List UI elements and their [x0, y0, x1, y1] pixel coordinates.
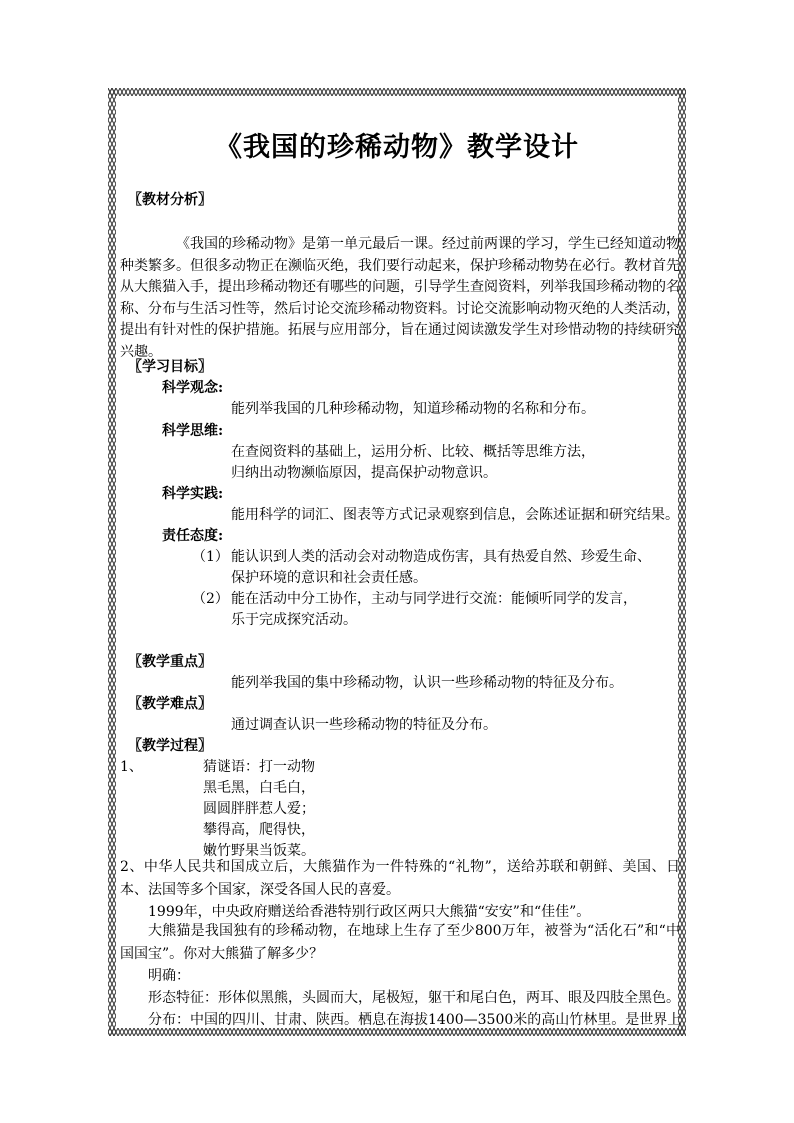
riddle-line: 黑毛黑，白毛白，: [203, 780, 315, 796]
thinking-line1: 在查阅资料的基础上，运用分析、比较、概括等思维方法，: [231, 444, 595, 460]
analysis-paragraph: [120, 234, 680, 363]
difficulty-heading: 〖教学难点〗: [128, 696, 212, 712]
analysis-heading: 〖教材分析〗: [128, 192, 212, 208]
item2-line1: 能在活动中分工协作，主动与同学进行交流：能倾听同学的发言，: [231, 591, 637, 607]
gift-paragraph: 2、中华人民共和国成立后，大熊猫作为一件特殊的“礼物”，送给苏联和朝鲜、美国、日本、法国等多个国家，深受各国人民的喜爱。: [120, 859, 680, 898]
item1-line2: 保护环境的意识和社会责任感。: [231, 570, 427, 586]
page-title: 《我国的珍稀动物》教学设计: [215, 132, 579, 163]
riddle-line: 嫩竹野果当饭菜。: [203, 843, 315, 859]
concept-text: 能列举我国的几种珍稀动物，知道珍稀动物的名称和分布。: [231, 401, 595, 417]
hongkong-paragraph: 1999年，中央政府赠送给香港特别行政区两只大熊猫“安安”和“佳佳”。: [148, 904, 591, 920]
attitude-label: 责任态度:: [162, 528, 224, 544]
concept-label: 科学观念:: [162, 380, 224, 396]
analysis-text: 《我国的珍稀动物》是第一单元最后一课。经过前两课的学习，学生已经知道动物种类繁多。但很多动物正在濒临灭绝，我们要行动起来，保护珍稀动物势在必行。教材首先从大熊猫入手，提出珍稀动物还有哪些的问题，引导学生查阅资料，列举我国珍稀动物的名称、分布与生活习性等，然后讨论交流珍稀动物资料。讨论交流影响动物灭绝的人类活动，提出有针对性的保护措施。拓展与应用部分，旨在通过阅读激发学生对珍惜动物的持续研究兴趣。: [120, 236, 680, 360]
panda-paragraph: 大熊猫是我国独有的珍稀动物，在地球上生存了至少800万年，被誉为“活化石”和“中国国宝”。你对大熊猫了解多少？: [120, 923, 680, 962]
distribution-text: 分布：中国的四川、甘肃、陕西。栖息在海拔1400—3500米的高山竹林里。是世界上: [148, 1012, 682, 1028]
difficulty-text: 通过调查认识一些珍稀动物的特征及分布。: [231, 717, 497, 733]
key-point-heading: 〖教学重点〗: [128, 654, 212, 670]
thinking-line2: 归纳出动物濒临原因，提高保护动物意识。: [231, 465, 497, 481]
key-point-text: 能列举我国的集中珍稀动物，认识一些珍稀动物的特征及分布。: [231, 675, 623, 691]
form-text: 形态特征：形体似黑熊，头圆而大，尾极短，躯干和尾白色，两耳、眼及四肢全黑色。: [148, 990, 680, 1006]
riddle-line: 圆圆胖胖惹人爱；: [203, 801, 315, 817]
riddle-title: 猜谜语：打一动物: [203, 759, 315, 775]
practice-label: 科学实践:: [162, 486, 224, 502]
item1-line1: 能认识到人类的活动会对动物造成伤害，具有热爱自然、珍爱生命、: [231, 549, 651, 565]
thinking-label: 科学思维:: [162, 423, 224, 439]
riddle-line: 攀得高，爬得快，: [203, 822, 315, 838]
item2-line2: 乐于完成探究活动。: [231, 612, 357, 628]
process-heading: 〖教学过程〗: [128, 738, 212, 754]
practice-text: 能用科学的词汇、图表等方式记录观察到信息，会陈述证据和研究结果。: [231, 507, 679, 523]
item1-number: （1）: [192, 549, 229, 565]
item2-number: （2）: [192, 591, 229, 607]
clarify-label: 明确：: [148, 968, 190, 984]
step1-number: 1、: [120, 759, 143, 775]
goals-heading: 〖学习目标〗: [128, 359, 212, 375]
